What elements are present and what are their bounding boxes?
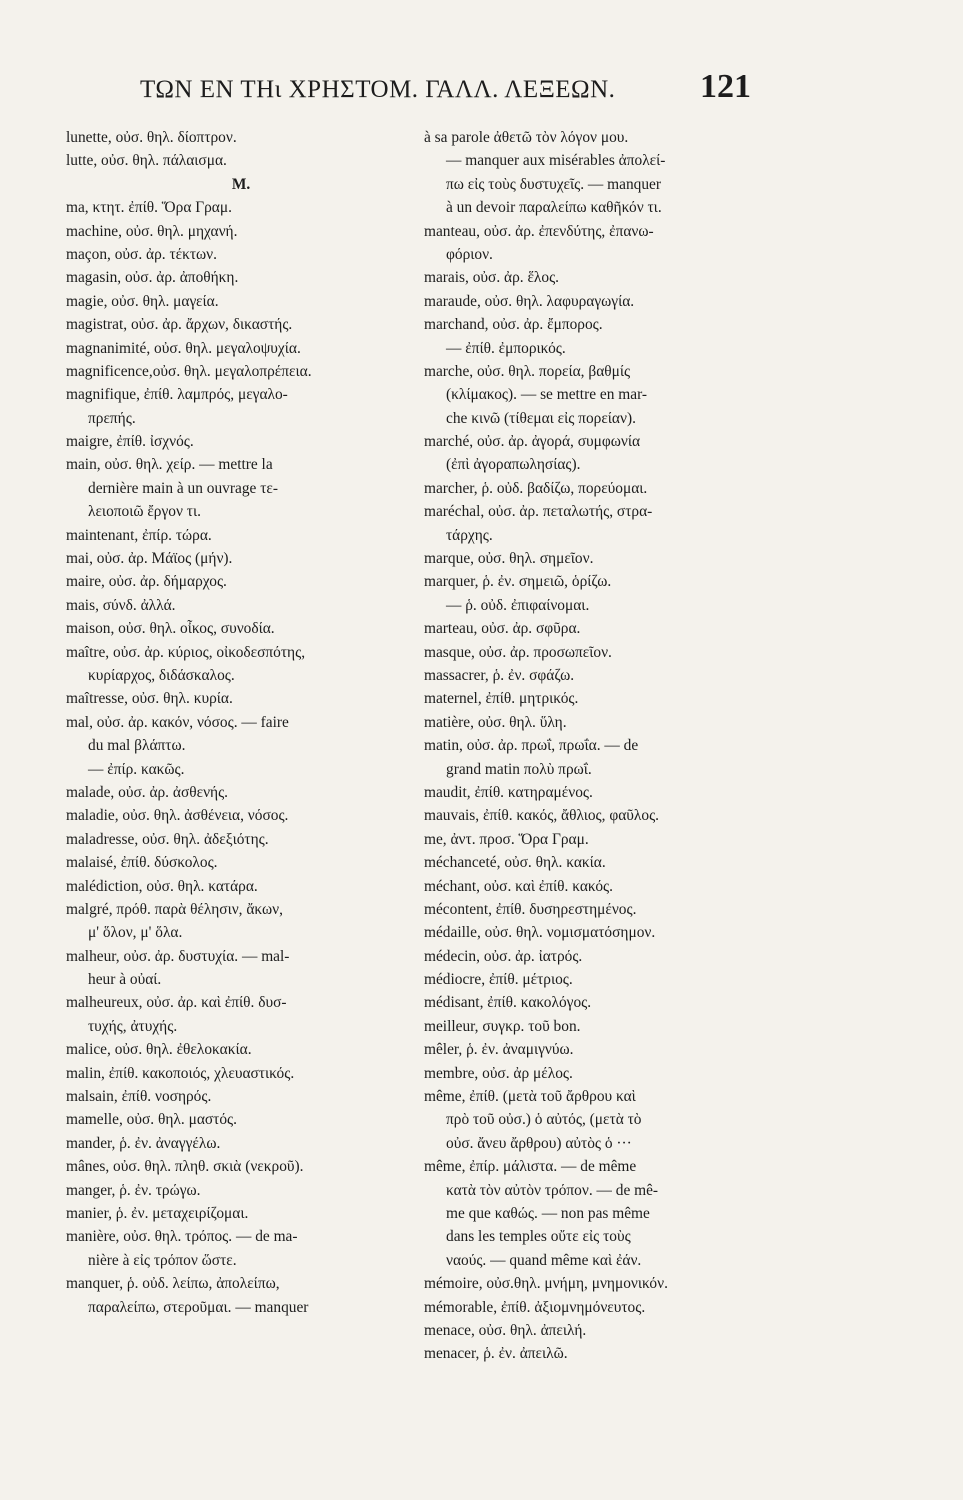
dictionary-line: maternel, ἐπίθ. μητρικός. (424, 690, 579, 708)
dictionary-line: mêler, ῥ. ἐν. ἀναμιγνύω. (424, 1041, 574, 1059)
dictionary-line: malice, οὐσ. θηλ. ἐθελοκακία. (66, 1041, 252, 1059)
dictionary-line: marais, οὐσ. ἀρ. ἕλος. (424, 269, 560, 287)
dictionary-line: manquer, ῥ. οὐδ. λείπω, ἀπολείπω, (66, 1275, 280, 1293)
dictionary-line: dernière main à un ouvrage τε- (88, 479, 278, 497)
dictionary-line: manière, οὐσ. θηλ. τρόπος. — de ma- (66, 1228, 298, 1246)
dictionary-line: lunette, οὐσ. θηλ. δίοπτρον. (66, 129, 237, 146)
dictionary-line: marché, οὐσ. ἀρ. ἀγορά, συμφωνία (424, 433, 641, 451)
dictionary-line: — ἐπίρ. κακῶς. (88, 760, 185, 778)
dictionary-line: matin, οὐσ. ἀρ. πρωΐ, πρωΐα. — de (424, 737, 639, 755)
dictionary-line: οὐσ. ἄνευ ἄρθρου) αὐτὸς ὁ ··· (446, 1134, 632, 1152)
dictionary-line: marcher, ῥ. οὐδ. βαδίζω, πορεύομαι. (424, 479, 648, 497)
dictionary-line: méchant, οὐσ. καὶ ἐπίθ. κακός. (424, 877, 613, 895)
dictionary-line: méchanceté, οὐσ. θηλ. κακία. (424, 854, 606, 872)
dictionary-line: maigre, ἐπίθ. ἰσχνός. (66, 433, 194, 451)
dictionary-line: meilleur, συγκρ. τοῦ bon. (424, 1017, 581, 1035)
dictionary-line: M. (231, 175, 251, 193)
dictionary-line: malédiction, οὐσ. θηλ. κατάρα. (66, 877, 258, 895)
dictionary-line: κατὰ τὸν αὐτὸν τρόπον. — de mê- (446, 1181, 659, 1199)
dictionary-line: magnanimité, οὐσ. θηλ. μεγαλοψυχία. (66, 339, 301, 357)
right-column (424, 126, 769, 1366)
dictionary-line: (ἐπὶ ἀγοραπωλησίας). (446, 456, 581, 474)
dictionary-line: maladie, οὐσ. θηλ. ἀσθένεια, νόσος. (66, 807, 289, 825)
dictionary-line: maréchal, οὐσ. ἀρ. πεταλωτής, στρα- (424, 503, 653, 521)
dictionary-line: même, ἐπίθ. (μετὰ τοῦ ἄρθρου καὶ (424, 1088, 636, 1106)
dictionary-line: (κλίμακος). — se mettre en mar- (446, 386, 648, 404)
dictionary-line: ναούς. — quand même καὶ ἐάν. (446, 1251, 642, 1269)
dictionary-line: malsain, ἐπίθ. νοσηρός. (66, 1088, 212, 1106)
dictionary-line: manger, ῥ. ἐν. τρώγω. (66, 1181, 201, 1199)
dictionary-line: marteau, οὐσ. ἀρ. σφῦρα. (424, 620, 581, 638)
dictionary-line: mémorable, ἐπίθ. ἀξιομνημόνευτος. (424, 1298, 646, 1316)
dictionary-line: mander, ῥ. ἐν. ἀναγγέλω. (66, 1134, 221, 1152)
dictionary-line: μ' ὅλον, μ' ὅλα. (88, 924, 183, 942)
dictionary-line: marche, οὐσ. θηλ. πορεία, βαθμίς (424, 362, 631, 380)
dictionary-line: marquer, ῥ. ἐν. σημειῶ, ὁρίζω. (424, 573, 612, 591)
running-title: ΤΩΝ ΕΝ ΤΗι ΧΡΗΣΤΟΜ. ΓΑΛΛ. ΛΕΞΕΩΝ. (140, 76, 616, 103)
dictionary-line: maire, οὐσ. ἀρ. δήμαρχος. (66, 573, 227, 591)
dictionary-line: médaille, οὐσ. θηλ. νομισματόσημον. (424, 924, 656, 942)
dictionary-line: malheureux, οὐσ. ἀρ. καὶ ἐπίθ. δυσ- (66, 994, 287, 1012)
dictionary-line: παραλείπω, στεροῦμαι. — manquer (88, 1298, 309, 1316)
dictionary-line: lutte, οὐσ. θηλ. πάλαισμα. (66, 152, 227, 170)
dictionary-line: φόριον. (446, 245, 493, 263)
dictionary-line: nière à εἰς τρόπον ὥστε. (88, 1251, 237, 1269)
dictionary-line: malheur, οὐσ. ἀρ. δυστυχία. — mal- (66, 947, 290, 965)
dictionary-line: grand matin πολὺ πρωΐ. (446, 760, 592, 778)
dictionary-line: mais, σύνδ. ἀλλά. (66, 596, 176, 614)
dictionary-line: maudit, ἐπίθ. κατηραμένος. (424, 783, 593, 801)
dictionary-line: mauvais, ἐπίθ. κακός, ἄθλιος, φαῦλος. (424, 807, 660, 825)
dictionary-line: menacer, ῥ. ἐν. ἀπειλῶ. (424, 1345, 568, 1363)
dictionary-line: mamelle, οὐσ. θηλ. μαστός. (66, 1111, 238, 1129)
dictionary-line: malade, οὐσ. ἀρ. ἀσθενής. (66, 783, 229, 801)
dictionary-line: marque, οὐσ. θηλ. σημεῖον. (424, 550, 594, 568)
dictionary-line: masque, οὐσ. ἀρ. προσωπεῖον. (424, 643, 612, 661)
page-number: 121 (700, 68, 751, 105)
dictionary-line: — ῥ. οὐδ. ἐπιφαίνομαι. (446, 596, 590, 614)
dictionary-line: mémoire, οὐσ.θηλ. μνήμη, μνημονικόν. (424, 1275, 668, 1293)
dictionary-line: τυχής, ἀτυχής. (88, 1017, 178, 1035)
dictionary-line: me, ἀντ. προσ. Ὅρα Γραμ. (424, 830, 589, 848)
dictionary-line: médecin, οὐσ. ἀρ. ἰατρός. (424, 947, 583, 965)
dictionary-line: maître, οὐσ. ἀρ. κύριος, οἰκοδεσπότης, (66, 643, 306, 661)
dictionary-line: λειοποιῶ ἔργον τι. (88, 503, 201, 521)
dictionary-line: mal, οὐσ. ἀρ. κακόν, νόσος. — faire (66, 713, 289, 731)
dictionary-line: — ἐπίθ. ἐμπορικός. (446, 339, 566, 357)
dictionary-line: même, ἐπίρ. μάλιστα. — de même (424, 1158, 637, 1176)
dictionary-line: — manquer aux misérables ἀπολεί- (446, 152, 666, 170)
dictionary-line: dans les temples οὔτε εἰς τοὺς (446, 1228, 631, 1246)
dictionary-line: magnificence,οὐσ. θηλ. μεγαλοπρέπεια. (66, 362, 312, 380)
dictionary-line: à un devoir παραλείπω καθῆκόν τι. (446, 199, 662, 217)
dictionary-line: heur à οὐαί. (88, 971, 162, 989)
dictionary-line: à sa parole ἀθετῶ τὸν λόγον μου. (424, 129, 629, 146)
dictionary-line: magistrat, οὐσ. ἀρ. ἄρχων, δικαστής. (66, 316, 293, 334)
dictionary-line: πρεπής. (88, 409, 136, 427)
dictionary-line: main, οὐσ. θηλ. χείρ. — mettre la (66, 456, 273, 474)
dictionary-line: maçon, οὐσ. ἀρ. τέκτων. (66, 245, 217, 263)
dictionary-line: πω εἰς τοὺς δυστυχεῖς. — manquer (446, 175, 662, 193)
dictionary-line: mânes, οὐσ. θηλ. πληθ. σκιὰ (νεκροῦ). (66, 1158, 304, 1176)
dictionary-line: malin, ἐπίθ. κακοποιός, χλευαστικός. (66, 1064, 295, 1082)
dictionary-line: πρὸ τοῦ οὐσ.) ὁ αὐτός, (μετὰ τὸ (446, 1111, 642, 1129)
dictionary-line: ma, κτητ. ἐπίθ. Ὅρα Γραμ. (66, 199, 232, 217)
dictionary-line: massacrer, ῥ. ἐν. σφάζω. (424, 666, 575, 684)
dictionary-line: marchand, οὐσ. ἀρ. ἔμπορος. (424, 316, 603, 334)
page-header (0, 60, 963, 110)
dictionary-line: médisant, ἐπίθ. κακολόγος. (424, 994, 592, 1012)
dictionary-line: malaisé, ἐπίθ. δύσκολος. (66, 854, 218, 872)
dictionary-line: maladresse, οὐσ. θηλ. ἀδεξιότης. (66, 830, 269, 848)
dictionary-line: κυρίαρχος, διδάσκαλος. (88, 666, 235, 684)
dictionary-line: me que καθώς. — non pas même (446, 1204, 650, 1222)
left-column (66, 126, 416, 1319)
dictionary-line: malgré, πρόθ. παρὰ θέλησιν, ἄκων, (66, 900, 283, 918)
dictionary-line: τάρχης. (446, 526, 493, 544)
dictionary-line: magnifique, ἐπίθ. λαμπρός, μεγαλο- (66, 386, 288, 404)
dictionary-line: médiocre, ἐπίθ. μέτριος. (424, 971, 573, 989)
dictionary-line: maison, οὐσ. θηλ. οἶκος, συνοδία. (66, 620, 275, 638)
dictionary-line: manteau, οὐσ. ἀρ. ἐπενδύτης, ἐπανω- (424, 222, 654, 240)
dictionary-line: mécontent, ἐπίθ. δυσηρεστημένος. (424, 900, 637, 918)
dictionary-line: manier, ῥ. ἐν. μεταχειρίζομαι. (66, 1204, 249, 1222)
dictionary-line: maintenant, ἐπίρ. τώρα. (66, 526, 212, 544)
dictionary-line: maîtresse, οὐσ. θηλ. κυρία. (66, 690, 233, 708)
dictionary-line: magasin, οὐσ. ἀρ. ἀποθήκη. (66, 269, 239, 287)
dictionary-line: menace, οὐσ. θηλ. ἀπειλή. (424, 1321, 587, 1339)
dictionary-line: mai, οὐσ. ἀρ. Μάϊος (μήν). (66, 550, 233, 568)
dictionary-line: matière, οὐσ. θηλ. ὕλη. (424, 713, 567, 731)
dictionary-line: magie, οὐσ. θηλ. μαγεία. (66, 292, 219, 310)
dictionary-line: che κινῶ (τίθεμαι εἰς πορείαν). (446, 409, 636, 427)
dictionary-line: machine, οὐσ. θηλ. μηχανή. (66, 222, 238, 240)
dictionary-line: du mal βλάπτω. (88, 737, 186, 755)
dictionary-line: membre, οὐσ. ἀρ μέλος. (424, 1064, 573, 1082)
dictionary-line: maraude, οὐσ. θηλ. λαφυραγωγία. (424, 292, 635, 310)
